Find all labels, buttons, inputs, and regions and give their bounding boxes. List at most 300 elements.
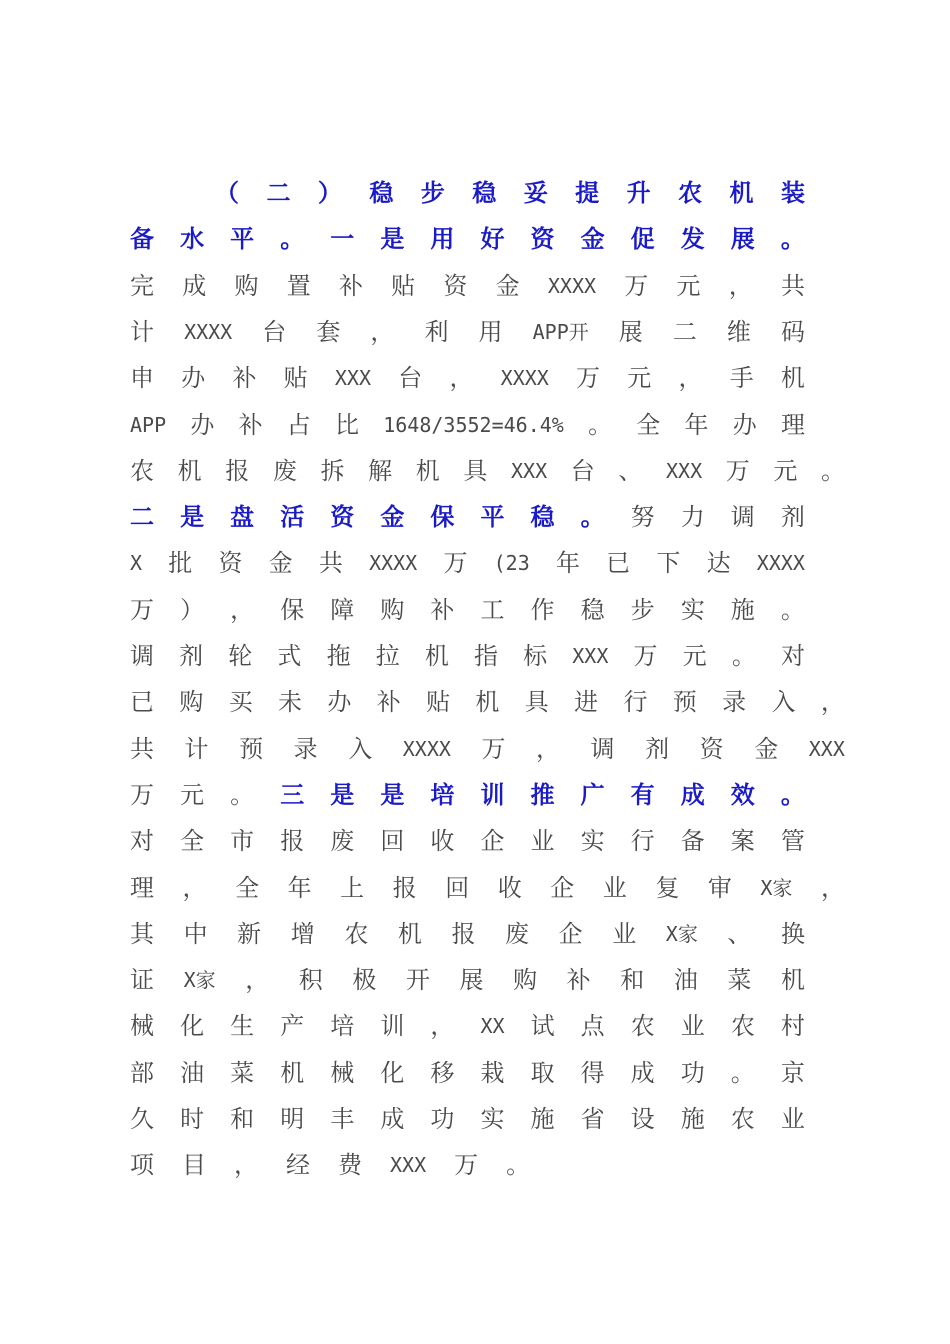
- heading-char: 二: [130, 502, 154, 532]
- body-char: X: [130, 551, 143, 576]
- body-char: 设: [630, 1105, 655, 1133]
- heading-char: 培: [430, 779, 455, 809]
- body-char: 台: [570, 456, 595, 485]
- body-char: 具: [524, 688, 549, 717]
- body-char: 维: [726, 317, 751, 346]
- body-char: 培: [330, 1012, 355, 1041]
- body-char: 录: [722, 688, 747, 717]
- text-line: [130, 1150, 845, 1180]
- heading-char: 三: [280, 779, 305, 809]
- heading-char: 金: [380, 502, 405, 532]
- body-char: 台: [398, 364, 423, 393]
- heading-char: 平: [230, 224, 255, 254]
- body-char: 稳: [580, 595, 605, 624]
- body-char: 。: [730, 1058, 755, 1087]
- body-char: 金: [754, 734, 779, 763]
- heading-char: 金: [580, 224, 605, 254]
- body-char: 审: [707, 873, 732, 902]
- body-char: 对: [130, 827, 154, 856]
- text-line: [130, 410, 805, 440]
- body-char: 中: [183, 919, 208, 948]
- body-char: 。: [230, 780, 255, 809]
- body-char: 。: [506, 1151, 531, 1180]
- body-char: ，: [449, 364, 474, 393]
- heading-char: 。: [280, 224, 305, 254]
- heading-char: 提: [575, 178, 600, 207]
- heading-char: 是: [180, 502, 205, 532]
- body-char: 废: [330, 827, 355, 856]
- body-char: 其: [130, 919, 154, 948]
- body-char: 案: [730, 827, 755, 856]
- body-char: 。: [731, 642, 756, 670]
- body-char: 行: [630, 827, 655, 856]
- body-char: 实: [680, 595, 705, 624]
- body-char: 市: [230, 827, 255, 856]
- body-char: 报: [392, 873, 417, 902]
- body-char: 批: [168, 549, 193, 578]
- heading-char: 妥: [523, 178, 548, 207]
- body-char: 农: [630, 1012, 655, 1041]
- body-char: 废: [505, 919, 530, 948]
- body-char: 理: [130, 873, 154, 902]
- body-char: 机: [397, 919, 422, 948]
- heading-char: 促: [630, 224, 655, 254]
- body-char: 试: [530, 1012, 555, 1041]
- text-line: [130, 317, 805, 347]
- body-char: 明: [280, 1105, 305, 1133]
- body-char: 购: [513, 966, 538, 995]
- body-char: 下: [656, 549, 681, 578]
- body-char: X家: [665, 921, 698, 946]
- body-char: XXX: [390, 1153, 427, 1178]
- body-char: 年: [555, 549, 580, 578]
- body-char: 行: [623, 688, 648, 717]
- body-char: 障: [330, 595, 355, 624]
- body-char: 申: [130, 364, 154, 393]
- body-char: 比: [335, 410, 359, 439]
- body-char: 万: [633, 642, 658, 670]
- text-line: [130, 502, 805, 532]
- body-char: 补: [376, 688, 401, 717]
- body-char: 元: [682, 642, 707, 670]
- body-char: ）: [180, 595, 205, 624]
- body-char: 生: [230, 1012, 255, 1041]
- body-char: APP: [130, 412, 167, 437]
- body-char: 机: [177, 456, 202, 485]
- body-char: XXX: [511, 458, 548, 483]
- body-char: 业: [780, 1105, 805, 1133]
- text-line: [130, 734, 845, 764]
- body-char: 利: [424, 317, 449, 346]
- body-char: 增: [290, 919, 315, 948]
- body-char: 农: [730, 1012, 755, 1041]
- body-char: 万: [576, 364, 601, 393]
- body-char: 剂: [780, 503, 805, 532]
- body-char: 入: [771, 688, 796, 717]
- body-char: 功: [430, 1105, 455, 1133]
- body-char: 取: [530, 1058, 555, 1087]
- body-char: 1648/3552=46.4%: [383, 412, 564, 437]
- heading-char: 保: [430, 502, 455, 532]
- body-char: 机: [780, 364, 805, 393]
- body-char: 元: [627, 364, 652, 393]
- body-char: 万: [130, 595, 154, 624]
- heading-char: 活: [280, 502, 305, 532]
- heading-char: 用: [430, 224, 455, 254]
- heading-char: 训: [480, 779, 505, 809]
- text-line: [130, 687, 845, 717]
- body-char: 金: [495, 271, 520, 300]
- body-char: 办: [327, 688, 352, 717]
- body-char: ，: [370, 317, 395, 346]
- text-line: [130, 1058, 805, 1088]
- body-char: 机: [424, 642, 449, 670]
- text-line: [130, 641, 805, 671]
- body-char: 万: [130, 780, 154, 809]
- text-line: [130, 919, 805, 949]
- body-char: 产: [280, 1012, 305, 1041]
- body-char: 手: [729, 364, 754, 393]
- heading-char: 有: [630, 779, 655, 809]
- body-char: 机: [780, 966, 805, 995]
- heading-char: 展: [730, 224, 755, 254]
- body-char: 理: [780, 410, 805, 439]
- body-char: 拉: [375, 642, 400, 670]
- body-char: XXXX: [402, 736, 451, 761]
- body-char: (23: [493, 551, 530, 576]
- heading-char: 装: [780, 178, 805, 207]
- body-char: 指: [473, 642, 498, 670]
- text-line: [130, 873, 845, 903]
- body-char: 解: [368, 456, 393, 485]
- body-char: 补: [232, 364, 257, 393]
- body-char: 办: [190, 410, 215, 439]
- body-char: 标: [523, 642, 548, 670]
- body-char: 械: [130, 1012, 154, 1041]
- body-char: 录: [293, 734, 318, 763]
- body-char: 机: [475, 688, 500, 717]
- body-char: 化: [380, 1058, 405, 1087]
- body-char: XXXX: [547, 273, 597, 298]
- body-char: 办: [732, 410, 757, 439]
- heading-char: 是: [380, 779, 405, 809]
- body-char: 企: [480, 827, 505, 856]
- heading-char: 农: [678, 178, 703, 207]
- text-line: [130, 363, 805, 393]
- body-char: 京: [780, 1058, 805, 1087]
- body-char: 补: [566, 966, 591, 995]
- body-char: 拆: [320, 456, 345, 485]
- body-char: 用: [478, 317, 503, 346]
- body-char: 共: [780, 271, 805, 300]
- heading-char: 盘: [230, 502, 255, 532]
- body-char: 台: [262, 317, 287, 346]
- body-char: 和: [230, 1105, 255, 1133]
- body-char: 。: [821, 456, 845, 485]
- body-char: 证: [130, 966, 154, 995]
- body-char: 成: [630, 1058, 655, 1087]
- heading-char: 广: [580, 779, 605, 809]
- heading-char: 稳: [369, 178, 394, 207]
- text-line: [130, 271, 805, 301]
- heading-char: 机: [729, 178, 754, 207]
- body-char: 目: [182, 1151, 206, 1180]
- text-line: [130, 1011, 805, 1041]
- body-char: 极: [352, 966, 377, 995]
- body-char: XXXX: [184, 319, 233, 344]
- body-char: 万: [725, 456, 750, 485]
- body-char: 展: [618, 317, 643, 346]
- body-char: 村: [780, 1012, 805, 1041]
- body-char: 报: [280, 827, 305, 856]
- body-char: 轮: [228, 642, 253, 670]
- body-char: 费: [338, 1151, 362, 1180]
- heading-char: 效: [730, 779, 755, 809]
- body-char: 换: [780, 919, 805, 948]
- body-char: ，: [245, 966, 270, 995]
- body-char: 购: [234, 271, 259, 300]
- body-char: 和: [620, 966, 645, 995]
- body-char: 省: [580, 1105, 605, 1133]
- text-line: [130, 965, 805, 995]
- body-char: 时: [180, 1105, 205, 1133]
- body-char: 企: [550, 873, 575, 902]
- body-char: 栽: [480, 1058, 505, 1087]
- body-char: 收: [497, 873, 522, 902]
- body-char: 。: [780, 595, 805, 624]
- body-char: 企: [558, 919, 583, 948]
- body-char: 万: [454, 1151, 479, 1180]
- body-char: XXXX: [756, 551, 805, 576]
- body-char: 计: [184, 734, 209, 763]
- heading-char: 一: [330, 224, 355, 254]
- body-char: 成: [380, 1105, 405, 1133]
- heading-char: 资: [530, 224, 555, 254]
- body-char: 训: [380, 1012, 405, 1041]
- body-char: XX: [480, 1014, 505, 1039]
- body-char: XXXX: [369, 551, 418, 576]
- body-char: 移: [430, 1058, 455, 1087]
- body-char: APP开: [532, 319, 589, 344]
- body-char: 二: [672, 317, 697, 346]
- body-char: 业: [680, 1012, 705, 1041]
- body-char: 回: [445, 873, 470, 902]
- body-char: XXX: [572, 644, 609, 668]
- body-char: 力: [680, 503, 705, 532]
- body-char: ，: [678, 364, 703, 393]
- body-char: 项: [130, 1151, 154, 1180]
- body-char: 预: [672, 688, 697, 717]
- body-char: 管: [780, 827, 805, 856]
- body-char: 共: [318, 549, 343, 578]
- heading-char: 好: [480, 224, 505, 254]
- text-line: [130, 1104, 805, 1134]
- body-char: 金: [268, 549, 293, 578]
- body-char: 拖: [326, 642, 351, 670]
- body-char: 万: [624, 271, 649, 300]
- body-char: 久: [130, 1105, 154, 1133]
- body-char: ，: [728, 271, 753, 300]
- body-char: 资: [443, 271, 468, 300]
- body-char: 械: [330, 1058, 355, 1087]
- body-char: 对: [780, 642, 805, 670]
- heading-char: 是: [330, 779, 355, 809]
- body-char: 保: [280, 595, 305, 624]
- body-char: 预: [239, 734, 264, 763]
- body-char: 全: [636, 410, 661, 439]
- body-char: 开: [405, 966, 430, 995]
- body-char: ，: [820, 873, 845, 902]
- body-char: 复: [655, 873, 680, 902]
- body-char: 补: [430, 595, 455, 624]
- body-char: ，: [430, 1012, 455, 1041]
- body-char: 贴: [283, 364, 308, 393]
- body-char: 剂: [645, 734, 670, 763]
- body-char: 资: [699, 734, 724, 763]
- body-char: 油: [180, 1058, 205, 1087]
- text-line: [130, 224, 805, 254]
- body-char: 剂: [179, 642, 204, 670]
- body-char: 、: [618, 456, 643, 485]
- heading-char: 备: [130, 224, 154, 254]
- body-char: 业: [530, 827, 555, 856]
- heading-char: 二: [266, 178, 291, 207]
- body-char: 努: [630, 503, 655, 532]
- body-char: 买: [228, 688, 253, 717]
- body-char: 已: [130, 688, 154, 717]
- body-char: 废: [272, 456, 297, 485]
- body-char: 农: [730, 1105, 755, 1133]
- body-char: 全: [235, 873, 260, 902]
- body-char: 万: [443, 549, 468, 578]
- body-char: 计: [130, 317, 154, 346]
- body-char: 购: [380, 595, 405, 624]
- body-char: XXX: [334, 366, 371, 391]
- body-char: 年: [684, 410, 709, 439]
- body-char: 作: [530, 595, 555, 624]
- body-char: 元: [676, 271, 701, 300]
- body-char: 调: [590, 734, 615, 763]
- body-char: 备: [680, 827, 705, 856]
- body-char: ，: [536, 734, 560, 763]
- body-char: 积: [298, 966, 323, 995]
- body-char: 码: [780, 317, 805, 346]
- body-char: 工: [480, 595, 505, 624]
- text-line: [215, 178, 805, 208]
- body-char: 成: [182, 271, 207, 300]
- body-char: 、: [727, 919, 752, 948]
- body-char: 上: [340, 873, 365, 902]
- body-char: 贴: [426, 688, 451, 717]
- body-char: X家: [760, 875, 793, 900]
- body-char: 已: [606, 549, 631, 578]
- body-char: 业: [602, 873, 627, 902]
- heading-char: ）: [317, 178, 342, 207]
- body-char: 置: [286, 271, 311, 300]
- body-char: 展: [459, 966, 484, 995]
- body-char: 共: [130, 734, 154, 763]
- body-char: 丰: [330, 1105, 355, 1133]
- body-char: 完: [130, 271, 154, 300]
- body-char: 调: [730, 503, 755, 532]
- heading-char: 。: [780, 779, 805, 809]
- body-char: 补: [338, 271, 363, 300]
- heading-char: 平: [480, 502, 505, 532]
- body-char: ，: [234, 1151, 258, 1180]
- body-char: 化: [180, 1012, 205, 1041]
- body-char: ，: [230, 595, 255, 624]
- body-char: 万: [481, 734, 506, 763]
- heading-char: 水: [180, 224, 205, 254]
- body-char: 调: [130, 642, 154, 670]
- body-char: 经: [286, 1151, 310, 1180]
- body-char: XXX: [666, 458, 703, 483]
- text-line: [130, 595, 805, 625]
- body-char: 菜: [230, 1058, 255, 1087]
- heading-char: 推: [530, 779, 555, 809]
- body-char: 机: [280, 1058, 305, 1087]
- body-char: XXX: [808, 736, 845, 761]
- body-char: ，: [182, 873, 207, 902]
- body-char: X家: [183, 968, 216, 993]
- body-char: 套: [316, 317, 341, 346]
- body-char: 未: [278, 688, 303, 717]
- body-char: 施: [530, 1105, 555, 1133]
- body-char: 新: [237, 919, 262, 948]
- body-char: 占: [286, 410, 311, 439]
- text-line: [130, 456, 845, 486]
- body-char: 入: [348, 734, 373, 763]
- body-char: 报: [225, 456, 250, 485]
- body-char: 办: [181, 364, 206, 393]
- heading-char: 成: [680, 779, 705, 809]
- body-char: 农: [130, 456, 154, 485]
- body-char: 报: [451, 919, 476, 948]
- body-char: 回: [380, 827, 405, 856]
- heading-char: 资: [330, 502, 355, 532]
- body-char: 功: [680, 1058, 705, 1087]
- body-char: 进: [574, 688, 599, 717]
- heading-char: 。: [780, 224, 805, 254]
- body-char: 购: [179, 688, 204, 717]
- heading-char: 发: [680, 224, 705, 254]
- body-char: XXXX: [500, 366, 549, 391]
- body-char: 。: [588, 410, 613, 439]
- body-char: 具: [463, 456, 488, 485]
- text-line: [130, 548, 805, 578]
- text-line: [130, 780, 805, 810]
- heading-char: （: [215, 178, 239, 207]
- body-char: 补: [238, 410, 263, 439]
- text-line: [130, 826, 805, 856]
- body-char: 施: [730, 595, 755, 624]
- body-char: 实: [480, 1105, 505, 1133]
- body-char: 部: [130, 1058, 154, 1087]
- body-char: 收: [430, 827, 455, 856]
- body-char: 机: [415, 456, 440, 485]
- body-char: 菜: [727, 966, 752, 995]
- heading-char: 。: [580, 502, 605, 532]
- body-char: 达: [706, 549, 731, 578]
- heading-char: 步: [420, 178, 445, 207]
- body-char: 式: [277, 642, 302, 670]
- heading-char: 稳: [530, 502, 555, 532]
- body-char: 元: [180, 780, 205, 809]
- body-char: 点: [580, 1012, 605, 1041]
- body-char: 贴: [391, 271, 416, 300]
- body-char: 实: [580, 827, 605, 856]
- body-char: 全: [180, 827, 205, 856]
